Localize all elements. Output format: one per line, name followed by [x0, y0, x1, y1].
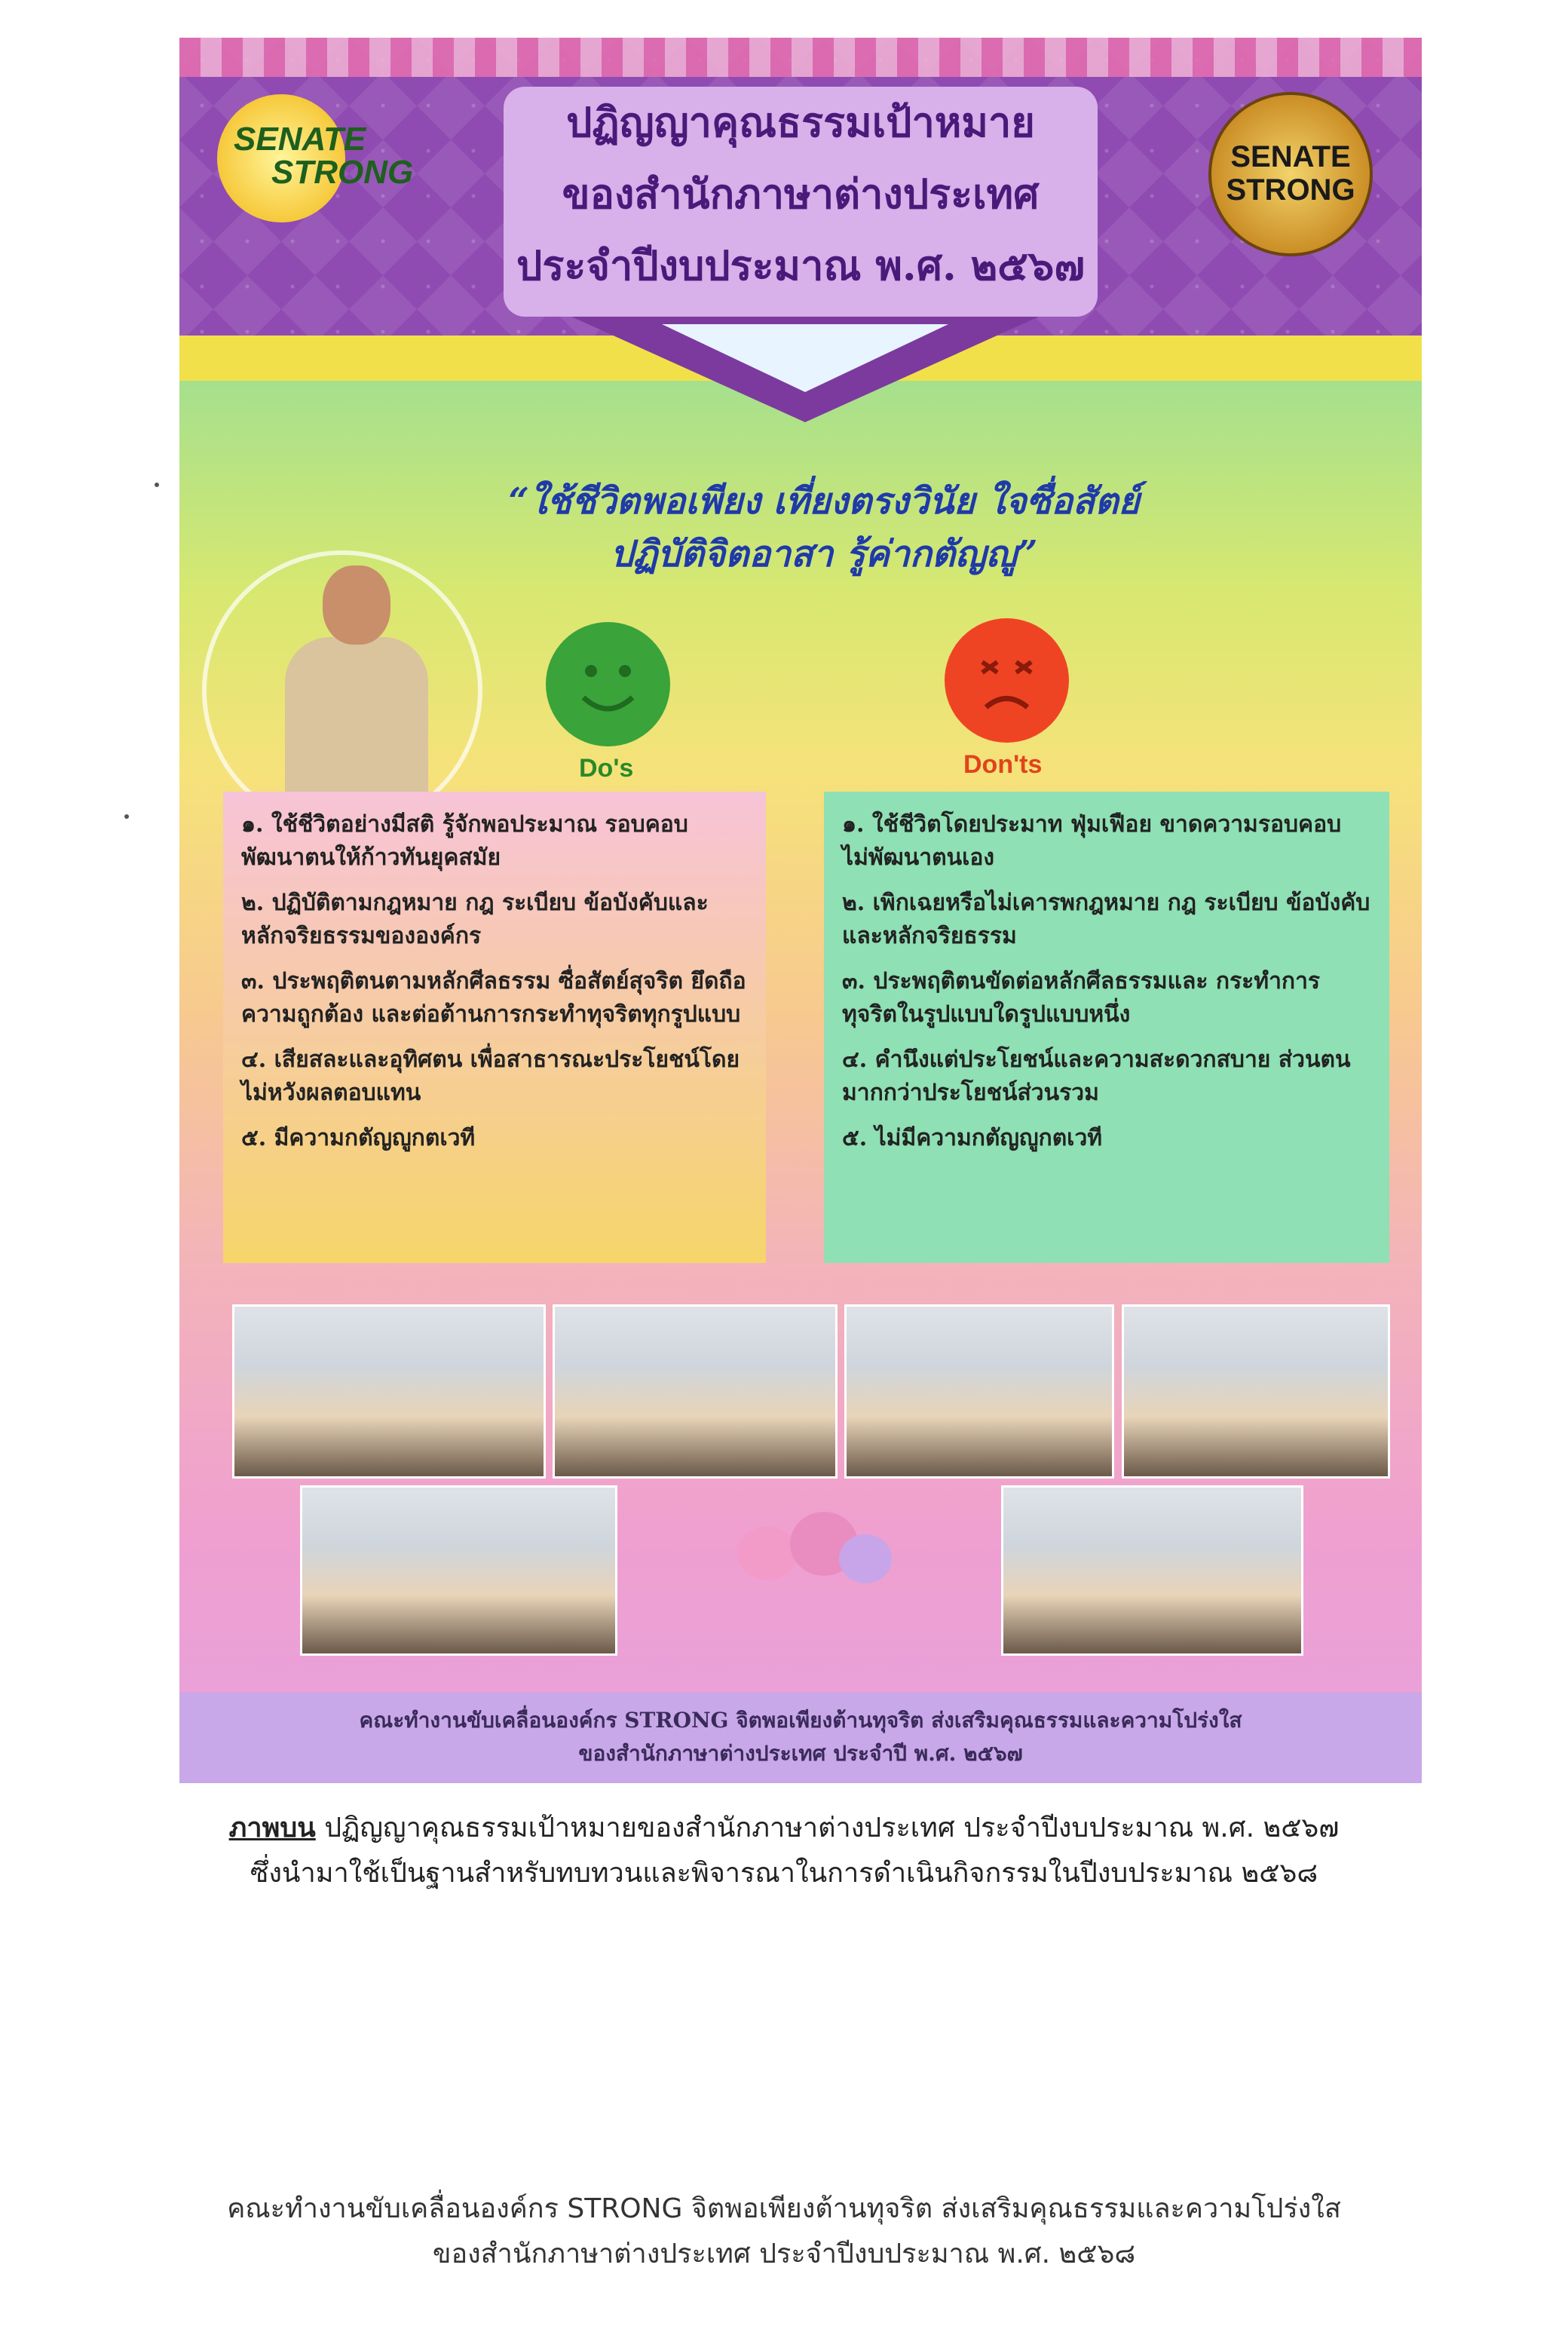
- list-item: ๑. ใช้ชีวิตอย่างมีสติ รู้จักพอประมาณ รอบคอบ พัฒนาตนให้ก้าวทันยุคสมัย: [241, 811, 688, 871]
- list-item: ๔. คำนึงแต่ประโยชน์และความสะดวกสบาย ส่วนตนมากกว่าประโยชน์ส่วนรวม: [842, 1047, 1351, 1106]
- bottom-note-line-1: คณะทำงานขับเคลื่อนองค์กร STRONG จิตพอเพียงต้านทุจริต ส่งเสริมคุณธรรมและความโปร่งใส: [227, 2193, 1341, 2224]
- meeting-photo: [232, 1304, 546, 1479]
- bottom-note: [151, 2187, 1417, 2277]
- meeting-photo: [1001, 1485, 1303, 1656]
- portrait-body: [285, 637, 428, 814]
- scan-speck: [155, 483, 159, 487]
- header-title-line-1: ปฏิญญาคุณธรรมเป้าหมาย: [566, 98, 1035, 146]
- senate-strong-logo-right: SENATE STRONG: [1208, 92, 1373, 256]
- smiley-face-icon: [546, 622, 670, 746]
- poster-footer: [179, 1693, 1422, 1783]
- list-item: ๕. มีความกตัญญูกตเวที: [241, 1125, 476, 1151]
- poster-header: [179, 38, 1422, 381]
- header-pattern-border: [179, 38, 1422, 77]
- senate-strong-logo-left: [217, 94, 421, 226]
- footer-line-2: ของสำนักภาษาต่างประเทศ ประจำปี พ.ศ. ๒๕๖๗: [578, 1741, 1023, 1766]
- caption-prefix: ภาพบน: [228, 1813, 316, 1843]
- list-item: ๒. เพิกเฉยหรือไม่เคารพกฎหมาย กฎ ระเบียบ ข้อบังคับและหลักจริยธรรม: [842, 890, 1370, 949]
- list-item: ๔. เสียสละและอุทิศตน เพื่อสาธารณะประโยชน์โดยไม่หวังผลตอบแทน: [241, 1047, 740, 1106]
- donts-label: Don'ts: [963, 750, 1043, 779]
- bottom-note-line-2: ของสำนักภาษาต่างประเทศ ประจำปีงบประมาณ พ.ศ. ๒๕๖๘: [432, 2239, 1136, 2269]
- official-portrait: [285, 565, 428, 814]
- list-item: ๑. ใช้ชีวิตโดยประมาท ฟุ่มเฟือย ขาดความรอบคอบ ไม่พัฒนาตนเอง: [842, 811, 1342, 871]
- portrait-head: [323, 565, 390, 645]
- header-chevron-inner: [662, 324, 948, 392]
- caption-line-2: ซึ่งนำมาใช้เป็นฐานสำหรับทบทวนและพิจารณาในการดำเนินกิจกรรมในปีงบประมาณ ๒๕๖๘: [250, 1858, 1318, 1889]
- figure-caption: [151, 1806, 1417, 1896]
- motto-quote: “ใช้ชีวิตพอเพียง เที่ยงตรงวินัย ใจซื่อสัตย์ ปฏิบัติจิตอาสา รู้ค่ากตัญญู”: [508, 480, 1140, 575]
- caption-line-1: ปฏิญญาคุณธรรมเป้าหมายของสำนักภาษาต่างประเทศ ประจำปีงบประมาณ พ.ศ. ๒๕๖๗: [315, 1813, 1340, 1843]
- dos-label: Do's: [579, 754, 634, 783]
- list-item: ๕. ไม่มีความกตัญญูกตเวที: [842, 1125, 1103, 1151]
- scan-speck: [124, 814, 129, 819]
- list-item: ๒. ปฏิบัติตามกฎหมาย กฎ ระเบียบ ข้อบังคับและหลักจริยธรรมขององค์กร: [241, 890, 709, 949]
- poster-image: [179, 38, 1422, 1783]
- meeting-photo: [300, 1485, 617, 1656]
- logo-left-text: SENATE STRONG: [234, 121, 414, 191]
- flower-decoration: [707, 1489, 903, 1610]
- sad-face-icon: [945, 618, 1069, 743]
- list-item: ๓. ประพฤติตนตามหลักศีลธรรม ซื่อสัตย์สุจริต ยึดถือความถูกต้อง และต่อต้านการกระทำทุจริตทุกรูปแบบ: [241, 968, 746, 1028]
- meeting-photo: [844, 1304, 1114, 1479]
- header-title-line-3: ประจำปีงบประมาณ พ.ศ. ๒๕๖๗: [516, 241, 1085, 290]
- header-title-line-2: ของสำนักภาษาต่างประเทศ: [562, 170, 1040, 218]
- header-title-box: [504, 87, 1098, 317]
- meeting-photo: [553, 1304, 838, 1479]
- donts-list: [824, 792, 1389, 1263]
- meeting-photo: [1122, 1304, 1390, 1479]
- dos-list: [223, 792, 766, 1263]
- footer-line-1: คณะทำงานขับเคลื่อนองค์กร STRONG จิตพอเพียงต้านทุจริต ส่งเสริมคุณธรรมและความโปร่งใส: [359, 1708, 1242, 1733]
- list-item: ๓. ประพฤติตนขัดต่อหลักศีลธรรมและ กระทำการทุจริตในรูปแบบใดรูปแบบหนึ่ง: [842, 968, 1321, 1028]
